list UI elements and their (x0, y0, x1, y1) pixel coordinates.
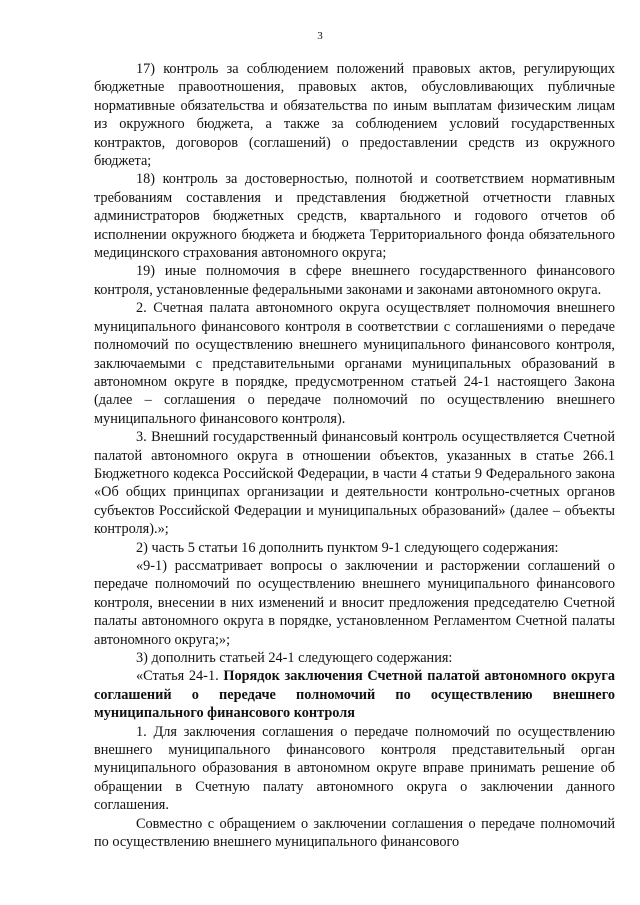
amendment-3: 3) дополнить статьей 24-1 следующего содержания: (136, 650, 453, 666)
paragraph-item-17: 17) контроль за соблюдением положений правовых актов, регулирующих бюджетные правоотношения, правовых актов, обусловливающих публичные нормативные обязательства и обязательства по иным выплатам физическим лицам из окружного бюджета, а также за соблюдением условий государственных контрактов, договоров (соглашений) о предоставлении средств из окружного бюджета; (94, 61, 615, 170)
page-number: 3 (317, 30, 323, 42)
paragraph-part-3: 3. Внешний государственный финансовый контроль осуществляется Счетной палатой автономного округа в отношении объектов, указанных в статье 266.1 Бюджетного кодекса Российской Федерации, в части 4 статьи 9 Федерального закона «Об общих принципах организации и деятельности контрольно-счетных органов субъектов Российской Федерации и муниципальных образований» (далее – объекты контроля).»; (94, 429, 615, 538)
article-part-1-continued: Совместно с обращением о заключении соглашения о передаче полномочий по осуществлению внешнего муниципального финансового (94, 815, 615, 851)
amendment-2-text: «9-1) рассматривает вопросы о заключении и расторжении соглашений о передаче полномочий по осуществлению внешнего муниципального финансового контроля, внесении в них изменений и вносит предложения председателю Счетной палаты автономного округа в порядке, установленном Регламентом Счетной палаты автономного округа;»; (94, 557, 615, 648)
amendment-2: 2) часть 5 статьи 16 дополнить пунктом 9-1 следующего содержания: (136, 539, 559, 556)
article-title: Порядок заключения Счетной палатой автономного округа соглашений о передаче полномочий по осуществлению внешнего муниципального финансового контроля (94, 668, 615, 722)
article-part-1: 1. Для заключения соглашения о передаче полномочий по осуществлению внешнего муниципального финансового контроля представительный орган муниципального образования в автономном округе вправе принимать решение об обращении в Счетную палату автономного округа о заключении данного соглашения. (94, 723, 615, 814)
article-heading (94, 667, 615, 722)
paragraph-item-19: 19) иные полномочия в сфере внешнего государственного финансового контроля, установленные федеральными законами и законами автономного округа. (94, 263, 615, 298)
paragraph-item-18: 18) контроль за достоверностью, полнотой и соответствием нормативным требованиям составления и представления бюджетной отчетности главных администраторов бюджетных средств, квартального и годового отчетов об исполнении окружного бюджета и бюджета Территориального фонда обязательного медицинского страхования автономного округа; (94, 171, 615, 262)
paragraph-part-2: 2. Счетная палата автономного округа осуществляет полномочия внешнего муниципального финансового контроля в соответствии с соглашениями о передаче полномочий по осуществлению внешнего муниципального финансового контроля, заключаемыми с представительными органами муниципальных образований в автономном округе в порядке, предусмотренном статьей 24-1 настоящего Закона (далее – соглашения о передаче полномочий по осуществлению внешнего муниципального финансового контроля). (94, 300, 615, 427)
article-prefix: «Статья 24-1. (136, 668, 224, 685)
document-body (94, 60, 615, 851)
